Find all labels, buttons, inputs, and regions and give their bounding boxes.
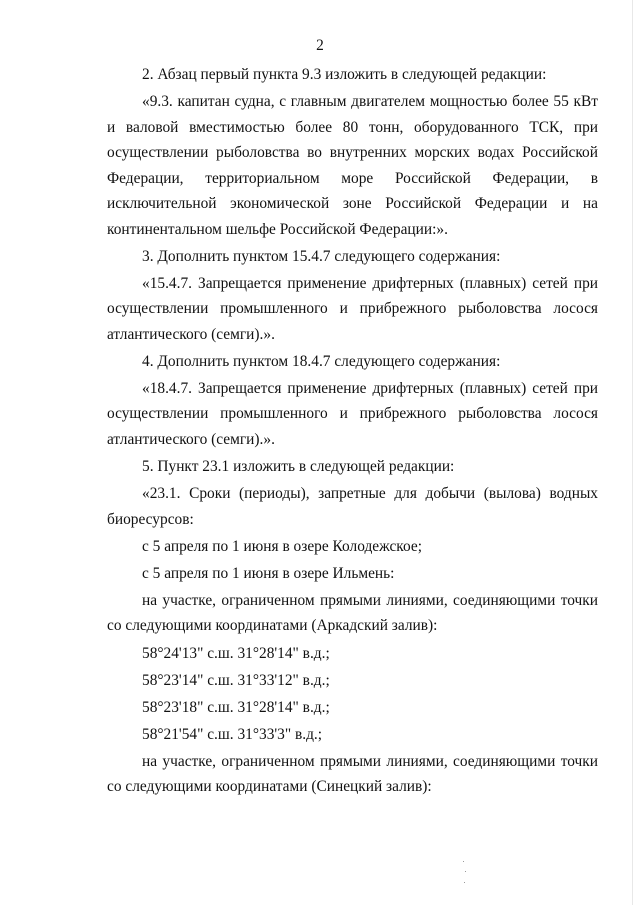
coordinate-line: 58°24'13" с.ш. 31°28'14" в.д.; bbox=[142, 644, 330, 662]
paragraph-item-3: 3. Дополнить пунктом 15.4.7 следующего содержания: bbox=[142, 247, 501, 265]
quoted-clause-15-4-7: «15.4.7. Запрещается применение дрифтерных (плавных) сетей при осуществлении промышленного и прибрежного рыболовства лосося атлантического (семги).». bbox=[107, 274, 598, 343]
period-kolodezhskoe: с 5 апреля по 1 июня в озере Колодежское; bbox=[142, 537, 422, 555]
coordinate-line: 58°21'54" с.ш. 31°33'3" в.д.; bbox=[142, 725, 323, 743]
scan-speck bbox=[463, 861, 464, 862]
area-arkadsky-bay: на участке, ограниченном прямыми линиями, соединяющими точки со следующими координатами (Аркадский залив): bbox=[107, 591, 598, 635]
scan-speck bbox=[465, 871, 466, 872]
document-body bbox=[107, 62, 598, 802]
quoted-clause-18-4-7: «18.4.7. Запрещается применение дрифтерных (плавных) сетей при осуществлении промышленного и прибрежного рыболовства лосося атлантического (семги).». bbox=[107, 379, 598, 448]
period-ilmen: с 5 апреля по 1 июня в озере Ильмень: bbox=[142, 564, 395, 582]
page-number: 2 bbox=[316, 37, 324, 54]
scan-speck bbox=[464, 882, 465, 883]
paragraph-item-4: 4. Дополнить пунктом 18.4.7 следующего содержания: bbox=[142, 352, 501, 370]
paragraph-item-5: 5. Пункт 23.1 изложить в следующей редакции: bbox=[142, 458, 455, 476]
coordinate-line: 58°23'18" с.ш. 31°28'14" в.д.; bbox=[142, 698, 330, 716]
quoted-clause-9-3: «9.3. капитан судна, с главным двигателем мощностью более 55 кВт и валовой вместимостью более 80 тонн, оборудованного ТСК, при осуществлении рыболовства во внутренних морских водах Российской Федерации, территориальном море Российской Федерации, в исключительной экономической зоне Российской Федерации и на континентальном шельфе Российской Федерации:». bbox=[107, 93, 598, 238]
paragraph-item-2: 2. Абзац первый пункта 9.3 изложить в следующей редакции: bbox=[142, 66, 547, 83]
coordinate-line: 58°23'14" с.ш. 31°33'12" в.д.; bbox=[142, 671, 330, 689]
area-sinetsky-bay: на участке, ограниченном прямыми линиями, соединяющими точки со следующими координатами (Синецкий залив): bbox=[107, 752, 598, 796]
scan-edge bbox=[632, 0, 633, 905]
quoted-clause-23-1: «23.1. Сроки (периоды), запретные для добычи (вылова) водных биоресурсов: bbox=[107, 485, 598, 528]
